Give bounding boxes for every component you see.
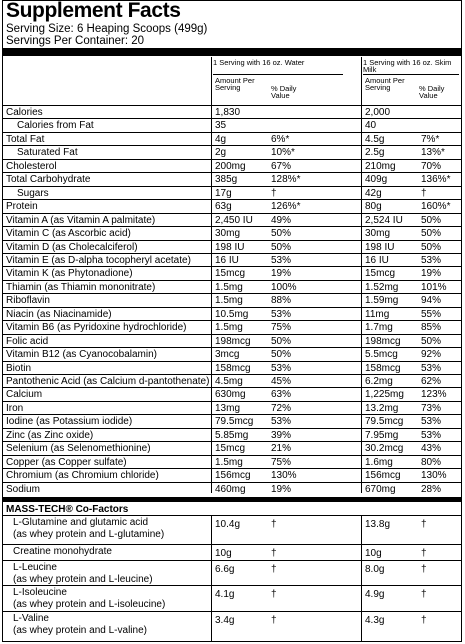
cofactors-title: MASS-TECH® Co-Factors: [6, 504, 129, 515]
col2-daily-value: 62%: [421, 376, 442, 387]
nutrient-label: Iodine (as Potassium iodide): [6, 416, 133, 428]
cofactor-col2-amount: 4.9g: [365, 589, 385, 600]
col2-header-rule: [363, 74, 459, 75]
col1-amount: 1,830: [215, 107, 241, 118]
col2-amount: 156mcg: [365, 470, 401, 482]
row-divider: [3, 387, 461, 388]
cofactor-col2-amount: 13.8g: [365, 519, 391, 530]
cofactor-divider: [3, 544, 461, 545]
cofactor-col1-amount: 10g: [215, 548, 232, 559]
col1-amount: 10.5mg: [215, 308, 249, 320]
cofactor-col2-daily-value: †: [421, 548, 427, 559]
col1-amount-header: Amount Per Serving: [215, 76, 255, 92]
col2-daily-value: 50%: [421, 335, 442, 347]
row-divider: [3, 307, 461, 308]
row-divider: [3, 334, 461, 335]
nutrient-label: Riboflavin: [6, 295, 50, 307]
row-divider: [3, 159, 461, 160]
col2-amount: 2.5g: [365, 147, 385, 159]
col1-daily-value: 126%*: [271, 201, 301, 213]
col2-amount-header: Amount Per Serving: [365, 76, 405, 92]
row-divider: [3, 482, 461, 483]
col1-daily-value: 72%: [271, 402, 292, 414]
col1-amount: 17g: [215, 187, 232, 199]
row-divider: [3, 213, 461, 214]
col1-daily-value: 49%: [271, 214, 292, 226]
col1-daily-value: 130%: [271, 470, 297, 482]
col1-daily-value: 6%*: [271, 133, 290, 145]
col2-daily-value: 50%: [421, 214, 442, 226]
col2-vline-cofactors: [361, 515, 362, 642]
nutrient-label: Vitamin K (as Phytonadione): [6, 268, 133, 280]
col1-daily-value: 88%: [271, 295, 292, 307]
nutrient-label: Zinc (as Zinc oxide): [6, 429, 94, 441]
col2-amount: 158mcg: [365, 362, 401, 374]
col2-daily-value: 13%*: [421, 147, 445, 159]
cofactor-col1-daily-value: †: [271, 519, 277, 530]
row-divider: [3, 455, 461, 456]
nutrient-label: Folic acid: [6, 335, 49, 347]
col2-daily-value: 94%: [421, 295, 442, 307]
col1-header-rule: [213, 74, 343, 75]
col1-daily-value: 50%: [271, 228, 292, 240]
row-divider: [3, 199, 461, 200]
nutrient-label: Vitamin D (as Cholecalciferol): [6, 241, 138, 253]
row-divider: [3, 401, 461, 402]
cofactor-col2-amount: 10g: [365, 548, 382, 559]
row-divider: [3, 253, 461, 254]
col2-amount: 7.95mg: [365, 429, 399, 441]
col1-amount: 4g: [215, 133, 227, 145]
row-divider: [3, 441, 461, 442]
nutrient-label: Calories from Fat: [17, 120, 94, 132]
row-divider: [3, 468, 461, 469]
col2-dv-header: % Daily Value: [419, 84, 445, 100]
cofactor-col2-daily-value: †: [421, 589, 427, 600]
row-divider: [3, 145, 461, 146]
row-divider: [3, 240, 461, 241]
nutrient-label: Biotin: [6, 362, 32, 374]
col1-daily-value: 45%: [271, 376, 292, 387]
col1-daily-value: 75%: [271, 456, 292, 468]
nutrient-label: Cholesterol: [6, 160, 57, 172]
nutrient-label: Total Fat: [6, 133, 45, 145]
cofactor-col1-daily-value: †: [271, 564, 277, 575]
col1-daily-value: 128%*: [271, 174, 301, 186]
cofactor-source: (as whey protein and L-valine): [13, 625, 147, 636]
nutrient-label: Saturated Fat: [17, 147, 78, 159]
col2-amount: 1.59mg: [365, 295, 399, 307]
col1-daily-value: 53%: [271, 416, 292, 428]
nutrient-label: Calories: [6, 107, 43, 118]
cofactor-divider: [3, 560, 461, 561]
col1-amount: 35: [215, 120, 227, 132]
col1-daily-value: 67%: [271, 160, 292, 172]
col2-amount: 198 IU: [365, 241, 395, 253]
col2-daily-value: 123%: [421, 389, 447, 401]
col1-amount: 198mcg: [215, 335, 251, 347]
cofactor-source: (as whey protein and L-glutamine): [13, 529, 165, 540]
cofactor-label: L-Valine: [13, 613, 49, 624]
col1-amount: 13mg: [215, 402, 241, 414]
col2-daily-value: 73%: [421, 402, 442, 414]
col1-daily-value: 53%: [271, 308, 292, 320]
col2-amount: 409g: [365, 174, 388, 186]
nutrient-label: Sugars: [17, 187, 49, 199]
col1-amount: 1.5mg: [215, 281, 243, 293]
col1-daily-value: 100%: [271, 281, 297, 293]
row-divider: [3, 320, 461, 321]
col2-amount: 30mg: [365, 228, 391, 240]
nutrient-label: Total Carbohydrate: [6, 174, 91, 186]
col1-daily-value: 53%: [271, 254, 292, 266]
col1-amount: 16 IU: [215, 254, 239, 266]
col1-amount: 158mcg: [215, 362, 251, 374]
col2-amount: 1.7mg: [365, 322, 393, 334]
col1-amount: 15mcg: [215, 443, 246, 455]
col2-amount: 42g: [365, 187, 382, 199]
cofactor-label: L-Leucine: [13, 562, 57, 573]
col2-serving-header: 1 Serving with 16 oz. Skim Milk: [363, 58, 452, 74]
col2-amount: 1.6mg: [365, 456, 393, 468]
col1-daily-value: 53%: [271, 362, 292, 374]
col2-amount: 670mg: [365, 483, 396, 495]
col1-amount: 1.5mg: [215, 322, 243, 334]
col1-amount: 2g: [215, 147, 227, 159]
nutrient-label: Pantothenic Acid (as Calcium d-pantothenate): [6, 376, 210, 387]
col1-daily-value: 39%: [271, 429, 292, 441]
cofactor-col1-amount: 4.1g: [215, 589, 235, 600]
row-divider: [3, 105, 461, 106]
col1-amount: 3mcg: [215, 349, 240, 361]
col2-daily-value: 53%: [421, 254, 442, 266]
col2-daily-value: 53%: [421, 416, 442, 428]
cofactor-col2-daily-value: †: [421, 564, 427, 575]
row-divider: [3, 293, 461, 294]
col1-daily-value: 50%: [271, 349, 292, 361]
col2-daily-value: 85%: [421, 322, 442, 334]
cofactor-label: Creatine monohydrate: [13, 546, 112, 557]
nutrient-label: Vitamin C (as Ascorbic acid): [6, 228, 131, 240]
col2-amount: 4.5g: [365, 133, 385, 145]
row-divider: [3, 186, 461, 187]
col1-amount: 15mcg: [215, 268, 246, 280]
cofactor-source: (as whey protein and L-leucine): [13, 574, 153, 585]
col2-amount: 198mcg: [365, 335, 401, 347]
row-divider: [3, 280, 461, 281]
row-divider: [3, 414, 461, 415]
row-divider: [3, 347, 461, 348]
col2-amount: 79.5mcg: [365, 416, 404, 428]
col1-dv-header: % Daily Value: [271, 84, 297, 100]
nutrient-label: Iron: [6, 402, 24, 414]
col2-amount: 11mg: [365, 308, 390, 320]
col2-daily-value: 80%: [421, 456, 442, 468]
cofactor-col1-amount: 3.4g: [215, 615, 235, 626]
col1-daily-value: 10%*: [271, 147, 295, 159]
cofactor-col1-daily-value: †: [271, 615, 277, 626]
row-divider: [3, 226, 461, 227]
col1-amount: 30mg: [215, 228, 241, 240]
col2-daily-value: 50%: [421, 241, 442, 253]
col2-amount: 13.2mg: [365, 402, 399, 414]
col2-daily-value: 28%: [421, 483, 442, 495]
cofactor-col1-amount: 10.4g: [215, 519, 241, 530]
nutrient-label: Niacin (as Niacinamide): [6, 308, 112, 320]
nutrient-label: Calcium: [6, 389, 43, 401]
col2-amount: 30.2mcg: [365, 443, 404, 455]
row-divider: [3, 118, 461, 119]
col2-daily-value: 130%: [421, 470, 447, 482]
cofactor-col1-amount: 6.6g: [215, 564, 235, 575]
cofactor-source: (as whey protein and L-isoleucine): [13, 599, 166, 610]
col1-amount: 4.5mg: [215, 376, 243, 387]
nutrient-label: Vitamin B6 (as Pyridoxine hydrochloride): [6, 322, 187, 334]
panel-title: Supplement Facts: [6, 0, 181, 22]
cofactor-divider: [3, 585, 461, 586]
col2-amount: 2,524 IU: [365, 214, 403, 226]
col2-amount: 6.2mg: [365, 376, 393, 387]
col1-daily-value: 63%: [271, 389, 292, 401]
col2-daily-value: 55%: [421, 308, 442, 320]
col1-daily-value: 50%: [271, 241, 292, 253]
col1-amount: 198 IU: [215, 241, 245, 253]
col1-amount: 156mcg: [215, 470, 251, 482]
col1-amount: 63g: [215, 201, 232, 213]
col1-amount: 385g: [215, 174, 238, 186]
nutrient-label: Vitamin B12 (as Cyanocobalamin): [6, 349, 158, 361]
nutrient-label: Sodium: [6, 483, 40, 495]
col2-daily-value: 19%: [421, 268, 442, 280]
col1-amount: 1.5mg: [215, 295, 243, 307]
col2-daily-value: 50%: [421, 228, 442, 240]
col2-amount: 15mcg: [365, 268, 396, 280]
nutrient-label: Vitamin E (as D-alpha tocopheryl acetate): [6, 254, 191, 266]
nutrient-label: Thiamin (as Thiamin mononitrate): [6, 281, 156, 293]
col2-daily-value: 70%: [421, 160, 442, 172]
col1-amount: 1.5mg: [215, 456, 243, 468]
col2-daily-value: 136%*: [421, 174, 451, 186]
row-divider: [3, 374, 461, 375]
cofactor-col1-daily-value: †: [271, 589, 277, 600]
col2-daily-value: 160%*: [421, 201, 451, 213]
col2-amount: 5.5mcg: [365, 349, 398, 361]
cofactor-col2-amount: 4.3g: [365, 615, 385, 626]
cofactor-label: L-Glutamine and glutamic acid: [13, 517, 149, 528]
cofactor-divider: [3, 515, 461, 516]
col1-vline-cofactors: [211, 515, 212, 642]
col2-daily-value: 7%*: [421, 133, 440, 145]
col1-amount: 2,450 IU: [215, 214, 253, 226]
cofactor-divider: [3, 611, 461, 612]
col1-daily-value: †: [271, 187, 277, 199]
col2-amount: 80g: [365, 201, 382, 213]
col1-daily-value: 19%: [271, 483, 292, 495]
nutrient-label: Vitamin A (as Vitamin A palmitate): [6, 214, 156, 226]
row-divider: [3, 266, 461, 267]
col1-daily-value: 75%: [271, 322, 292, 334]
nutrient-label: Copper (as Copper sulfate): [6, 456, 127, 468]
cofactor-col2-daily-value: †: [421, 519, 427, 530]
col2-amount: 1,225mg: [365, 389, 404, 401]
col1-amount: 5.85mg: [215, 429, 249, 441]
supplement-facts-panel: [2, 0, 462, 642]
thick-divider: [3, 48, 461, 56]
col2-amount: 16 IU: [365, 254, 389, 266]
col1-amount: 79.5mcg: [215, 416, 254, 428]
cofactor-label: L-Isoleucine: [13, 587, 67, 598]
col2-daily-value: 101%: [421, 281, 447, 293]
cofactor-col2-daily-value: †: [421, 615, 427, 626]
row-divider: [3, 361, 461, 362]
col2-daily-value: 53%: [421, 362, 442, 374]
cofactor-col1-daily-value: †: [271, 548, 277, 559]
col1-daily-value: 50%: [271, 335, 292, 347]
col2-daily-value: †: [421, 187, 427, 199]
nutrient-label: Selenium (as Selenomethionine): [6, 443, 151, 455]
nutrient-label: Protein: [6, 201, 38, 213]
mid-divider: [3, 497, 461, 502]
col1-daily-value: 19%: [271, 268, 292, 280]
row-divider: [3, 428, 461, 429]
cofactor-col2-amount: 8.0g: [365, 564, 385, 575]
row-divider: [3, 172, 461, 173]
col1-amount: 630mg: [215, 389, 246, 401]
col1-serving-header: 1 Serving with 16 oz. Water: [213, 58, 305, 67]
col2-amount: 40: [365, 120, 377, 132]
col2-daily-value: 43%: [421, 443, 442, 455]
col2-amount: 1.52mg: [365, 281, 399, 293]
col2-daily-value: 92%: [421, 349, 442, 361]
col1-amount: 200mg: [215, 160, 246, 172]
serving-size: Serving Size: 6 Heaping Scoops (499g): [6, 23, 208, 35]
nutrient-label: Chromium (as Chromium chloride): [6, 470, 159, 482]
servings-per-container: Servings Per Container: 20: [6, 35, 145, 47]
row-divider: [3, 132, 461, 133]
col2-amount: 2,000: [365, 107, 391, 118]
col2-daily-value: 53%: [421, 429, 442, 441]
col1-daily-value: 21%: [271, 443, 292, 455]
col2-amount: 210mg: [365, 160, 396, 172]
col1-amount: 460mg: [215, 483, 246, 495]
